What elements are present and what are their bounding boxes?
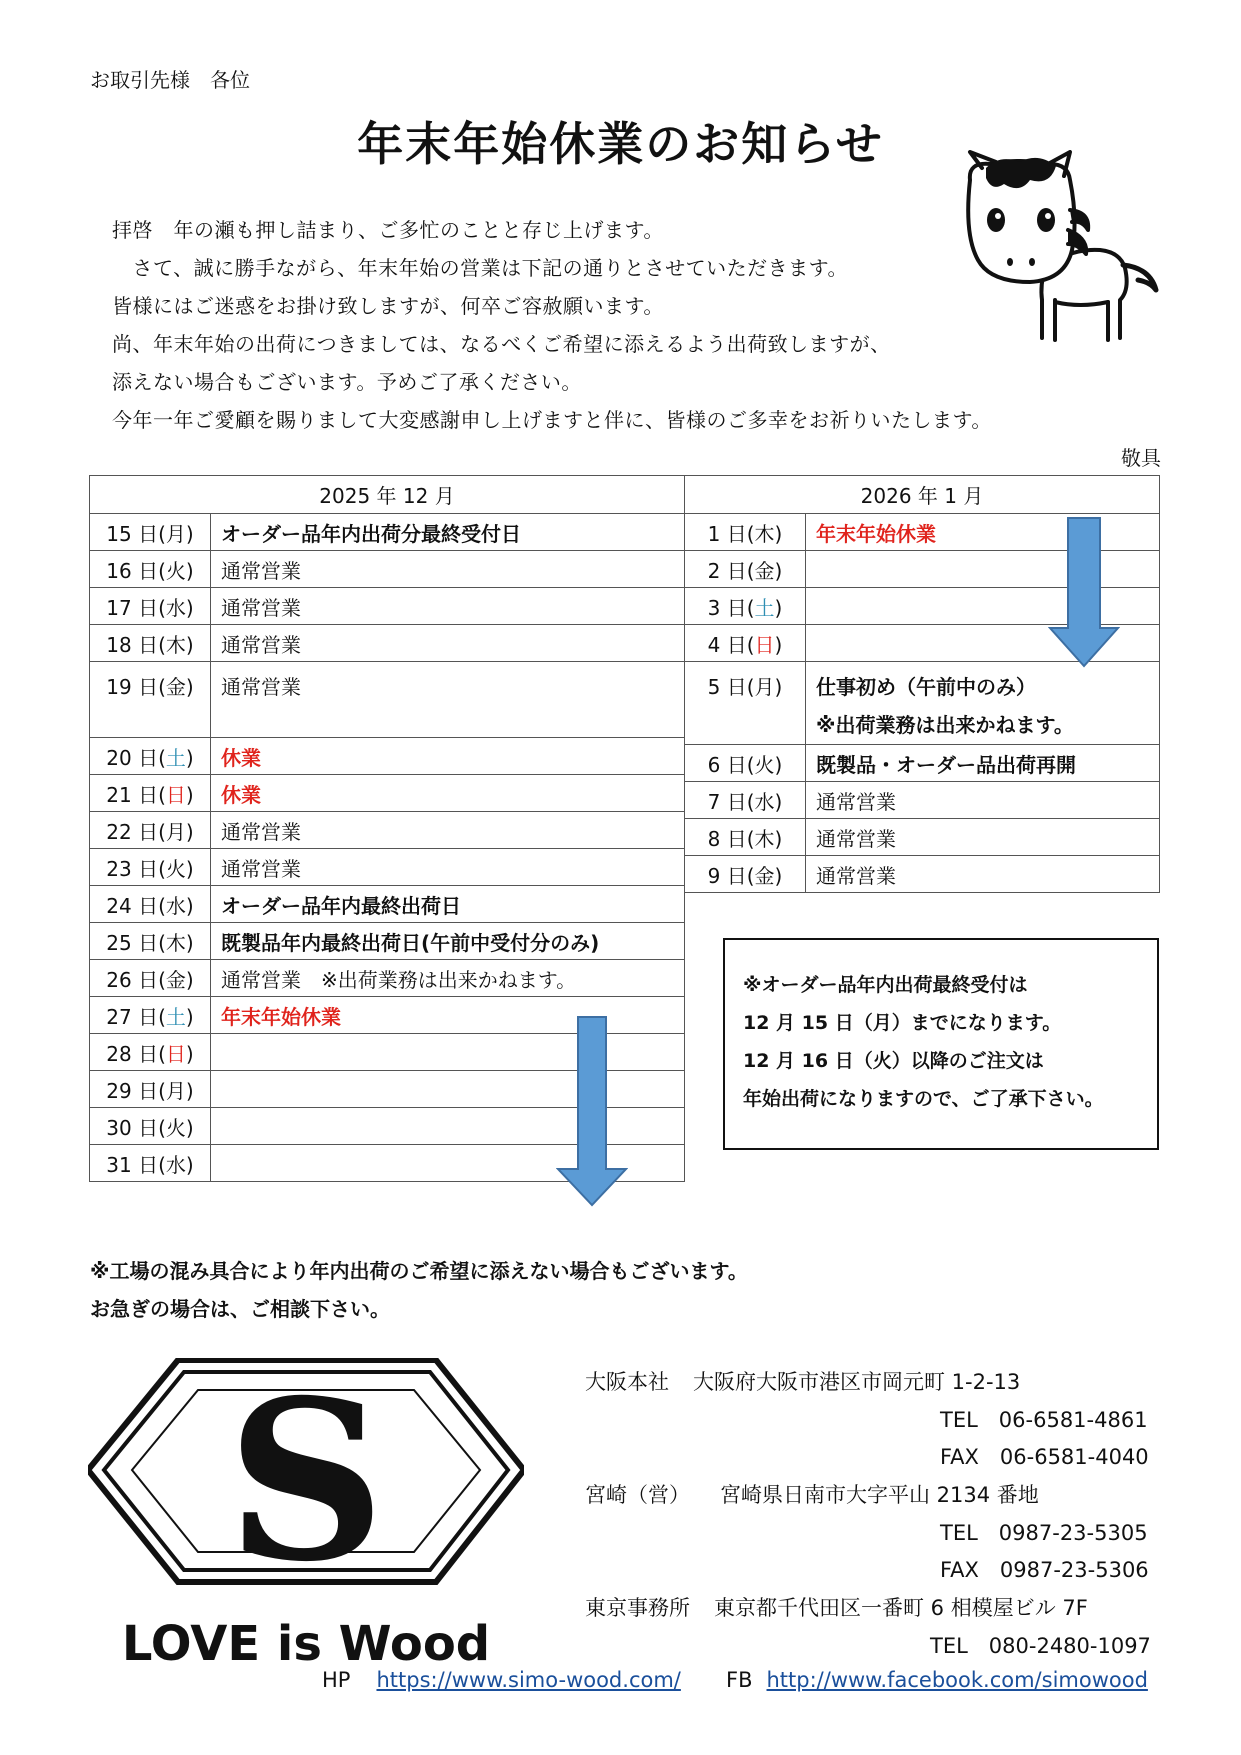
note-cell: オーダー品年内出荷分最終受付日 bbox=[211, 514, 685, 551]
day-cell: 22 日(月) bbox=[90, 812, 211, 849]
note-cell: 通常営業 bbox=[806, 856, 1160, 893]
day-cell: 6 日(火) bbox=[685, 745, 806, 782]
day-cell: 15 日(月) bbox=[90, 514, 211, 551]
footnote-line-2: お急ぎの場合は、ご相談下さい。 bbox=[90, 1297, 390, 1321]
note-cell: 仕事初め（午前中のみ） ※出荷業務は出来かねます。 bbox=[806, 662, 1160, 745]
table-row bbox=[90, 625, 685, 662]
table-row bbox=[90, 849, 685, 886]
note-cell: 年末年始休業 bbox=[806, 514, 1160, 551]
day-cell: 20 日(土) bbox=[90, 738, 211, 775]
body-line-1: 拝啓 年の瀬も押し詰まり、ご多忙のことと存じ上げます。 bbox=[112, 218, 664, 242]
horse-illustration-icon bbox=[960, 150, 1165, 350]
table-row bbox=[685, 745, 1160, 782]
body-line-6: 今年一年ご愛顧を賜りまして大変感謝申し上げますと伴に、皆様のご多幸をお祈りいたします。 bbox=[112, 408, 992, 432]
company-logo bbox=[88, 1358, 524, 1668]
day-cell: 3 日(土) bbox=[685, 588, 806, 625]
tokyo-tel: TEL 080-2480-1097 bbox=[930, 1634, 1151, 1658]
hp-label: HP bbox=[322, 1668, 351, 1692]
notice-line: 12 月 16 日（火）以降のご注文は bbox=[743, 1050, 1044, 1072]
table-row bbox=[90, 738, 685, 775]
table-row bbox=[685, 819, 1160, 856]
day-cell: 1 日(木) bbox=[685, 514, 806, 551]
body-line-5: 添えない場合もございます。予めご了承ください。 bbox=[112, 370, 582, 394]
table-row bbox=[685, 856, 1160, 893]
fb-label: FB bbox=[726, 1668, 753, 1692]
hp-link[interactable]: https://www.simo-wood.com/ bbox=[376, 1668, 681, 1692]
osaka-fax: FAX 06-6581-4040 bbox=[940, 1445, 1149, 1469]
note-cell: 通常営業 bbox=[806, 819, 1160, 856]
notice-line: ※オーダー品年内出荷最終受付は bbox=[743, 974, 1028, 996]
day-cell: 21 日(日) bbox=[90, 775, 211, 812]
table-row bbox=[90, 960, 685, 997]
day-cell: 27 日(土) bbox=[90, 997, 211, 1034]
closing-text: 敬具 bbox=[1121, 446, 1161, 470]
table-row bbox=[90, 812, 685, 849]
tokyo-label: 東京事務所 bbox=[585, 1596, 690, 1620]
day-cell: 31 日(水) bbox=[90, 1145, 211, 1182]
note-cell: オーダー品年内最終出荷日 bbox=[211, 886, 685, 923]
notice-line: 年始出荷になりますので、ご了承下さい。 bbox=[743, 1088, 1104, 1110]
svg-text:LOVE is Wood: LOVE is Wood bbox=[121, 1616, 491, 1668]
note-cell: 通常営業 ※出荷業務は出来かねます。 bbox=[211, 960, 685, 997]
day-cell: 24 日(水) bbox=[90, 886, 211, 923]
notice-line: 12 月 15 日（月）までになります。 bbox=[743, 1012, 1062, 1034]
note-cell: 通常営業 bbox=[211, 662, 685, 738]
notice-box bbox=[723, 938, 1159, 1150]
day-cell: 8 日(木) bbox=[685, 819, 806, 856]
body-line-2: さて、誠に勝手ながら、年末年始の営業は下記の通りとさせていただきます。 bbox=[112, 256, 848, 280]
hp-row bbox=[322, 1668, 681, 1692]
arrow-down-icon bbox=[1048, 516, 1120, 668]
footnote-line-1: ※工場の混み具合により年内出荷のご希望に添えない場合もございます。 bbox=[90, 1259, 748, 1283]
day-cell: 5 日(月) bbox=[685, 662, 806, 745]
tokyo-office bbox=[585, 1592, 1088, 1622]
note-cell: 通常営業 bbox=[211, 849, 685, 886]
note-cell: 休業 bbox=[211, 775, 685, 812]
day-cell: 4 日(日) bbox=[685, 625, 806, 662]
note-cell: 年末年始休業 bbox=[211, 997, 685, 1034]
note-cell: 既製品年内最終出荷日(午前中受付分のみ) bbox=[211, 923, 685, 960]
day-cell: 26 日(金) bbox=[90, 960, 211, 997]
osaka-label: 大阪本社 bbox=[585, 1370, 669, 1394]
note-cell: 休業 bbox=[211, 738, 685, 775]
miyazaki-address: 宮崎県日南市大字平山 2134 番地 bbox=[720, 1483, 1039, 1507]
day-cell: 2 日(金) bbox=[685, 551, 806, 588]
addressee: お取引先様 各位 bbox=[90, 68, 250, 92]
table-row bbox=[90, 551, 685, 588]
fb-link[interactable]: http://www.facebook.com/simowood bbox=[766, 1668, 1148, 1692]
table-row bbox=[685, 662, 1160, 745]
day-cell: 17 日(水) bbox=[90, 588, 211, 625]
day-cell: 18 日(木) bbox=[90, 625, 211, 662]
miyazaki-office bbox=[585, 1479, 1039, 1509]
december-header: 2025 年 12 月 bbox=[90, 476, 685, 514]
miyazaki-label: 宮崎（営） bbox=[585, 1483, 690, 1507]
table-row bbox=[685, 782, 1160, 819]
day-cell: 28 日(日) bbox=[90, 1034, 211, 1071]
note-cell: 通常営業 bbox=[806, 782, 1160, 819]
table-row bbox=[90, 923, 685, 960]
day-cell: 19 日(金) bbox=[90, 662, 211, 738]
fb-row bbox=[726, 1668, 1148, 1692]
table-row bbox=[90, 588, 685, 625]
day-cell: 25 日(木) bbox=[90, 923, 211, 960]
body-line-3: 皆様にはご迷惑をお掛け致しますが、何卒ご容赦願います。 bbox=[112, 294, 664, 318]
note-cell: 通常営業 bbox=[211, 812, 685, 849]
miyazaki-fax: FAX 0987-23-5306 bbox=[940, 1558, 1149, 1582]
day-cell: 23 日(火) bbox=[90, 849, 211, 886]
page-title: 年末年始休業のお知らせ bbox=[357, 117, 884, 171]
table-row bbox=[90, 662, 685, 738]
note-cell: 既製品・オーダー品出荷再開 bbox=[806, 745, 1160, 782]
osaka-address: 大阪府大阪市港区市岡元町 1-2-13 bbox=[693, 1370, 1021, 1394]
january-header: 2026 年 1 月 bbox=[685, 476, 1160, 514]
body-line-4: 尚、年末年始の出荷につきましては、なるべくご希望に添えるよう出荷致しますが、 bbox=[112, 332, 891, 356]
osaka-office bbox=[585, 1366, 1020, 1396]
tokyo-address: 東京都千代田区一番町 6 相模屋ビル 7F bbox=[714, 1596, 1088, 1620]
arrow-down-icon bbox=[556, 1015, 628, 1207]
table-row bbox=[90, 886, 685, 923]
svg-text:S: S bbox=[226, 1358, 386, 1610]
note-cell: 通常営業 bbox=[211, 625, 685, 662]
note-cell: 通常営業 bbox=[211, 551, 685, 588]
day-cell: 7 日(水) bbox=[685, 782, 806, 819]
day-cell: 9 日(金) bbox=[685, 856, 806, 893]
day-cell: 30 日(火) bbox=[90, 1108, 211, 1145]
table-row bbox=[90, 514, 685, 551]
day-cell: 16 日(火) bbox=[90, 551, 211, 588]
osaka-tel: TEL 06-6581-4861 bbox=[940, 1408, 1148, 1432]
note-cell: 通常営業 bbox=[211, 588, 685, 625]
table-row bbox=[90, 775, 685, 812]
miyazaki-tel: TEL 0987-23-5305 bbox=[940, 1521, 1148, 1545]
day-cell: 29 日(月) bbox=[90, 1071, 211, 1108]
